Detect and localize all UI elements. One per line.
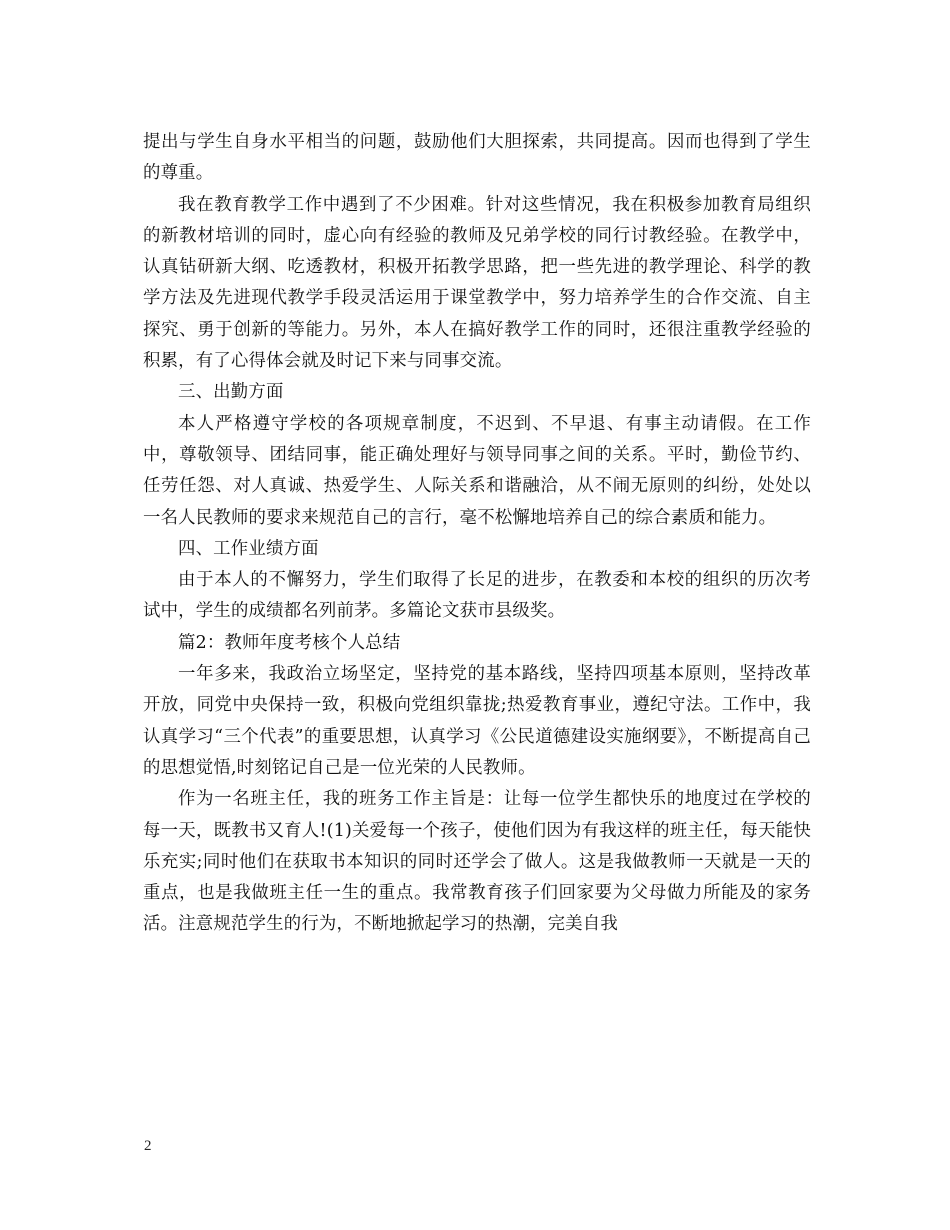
paragraph-performance: 由于本人的不懈努力，学生们取得了长足的进步，在教委和本校的组织的历次考试中，学生的成绩都名列前茅。多篇论文获市县级奖。 bbox=[143, 570, 811, 622]
page-number: 2 bbox=[144, 1138, 152, 1154]
section-heading-attendance: 三、出勤方面 bbox=[178, 382, 284, 403]
article-heading: 篇2：教师年度考核个人总结 bbox=[178, 632, 401, 653]
paragraph-attendance: 本人严格遵守学校的各项规章制度，不迟到、不早退、有事主动请假。在工作中，尊敬领导、团结同事，能正确处理好与领导同事之间的关系。平时，勤俭节约、任劳任怨、对人真诚、热爱学生、人际关系和谐融洽，从不闹无原则的纠纷，处处以一名人民教师的要求来规范自己的言行，毫不松懈地培养自己的综合素质和能力。 bbox=[143, 413, 811, 528]
paragraph-political-stance: 一年多来，我政治立场坚定，坚持党的基本路线，坚持四项基本原则，坚持改革开放，同党中央保持一致，积极向党组织靠拢;热爱教育事业，遵纪守法。工作中，我认真学习“三个代表”的重要思想，认真学习《公民道德建设实施纲要》，不断提高自己的思想觉悟,时刻铭记自己是一位光荣的人民教师。 bbox=[143, 664, 811, 778]
document-body bbox=[143, 127, 811, 941]
paragraph-teaching-difficulties: 我在教育教学工作中遇到了不少困难。针对这些情况，我在积极参加教育局组织的新教材培训的同时，虚心向有经验的教师及兄弟学校的同行讨教经验。在教学中，认真钻研新大纲、吃透教材，积极开拓教学思路，把一些先进的教学理论、科学的教学方法及先进现代教学手段灵活运用于课堂教学中，努力培养学生的合作交流、自主探究、勇于创新的等能力。另外，本人在搞好教学工作的同时，还很注重教学经验的积累，有了心得体会就及时记下来与同事交流。 bbox=[143, 194, 811, 372]
section-heading-performance: 四、工作业绩方面 bbox=[178, 538, 319, 559]
paragraph-continuation: 提出与学生自身水平相当的问题，鼓励他们大胆探索，共同提高。因而也得到了学生的尊重。 bbox=[143, 132, 811, 184]
paragraph-class-teacher: 作为一名班主任，我的班务工作主旨是：让每一位学生都快乐的地度过在学校的每一天，既教书又育人!(1)关爱每一个孩子，使他们因为有我这样的班主任，每天能快乐充实;同时他们在获取书本知识的同时还学会了做人。这是我做教师一天就是一天的重点，也是我做班主任一生的重点。我常教育孩子们回家要为父母做力所能及的家务活。注意规范学生的行为，不断地掀起学习的热潮，完美自我 bbox=[143, 789, 811, 935]
